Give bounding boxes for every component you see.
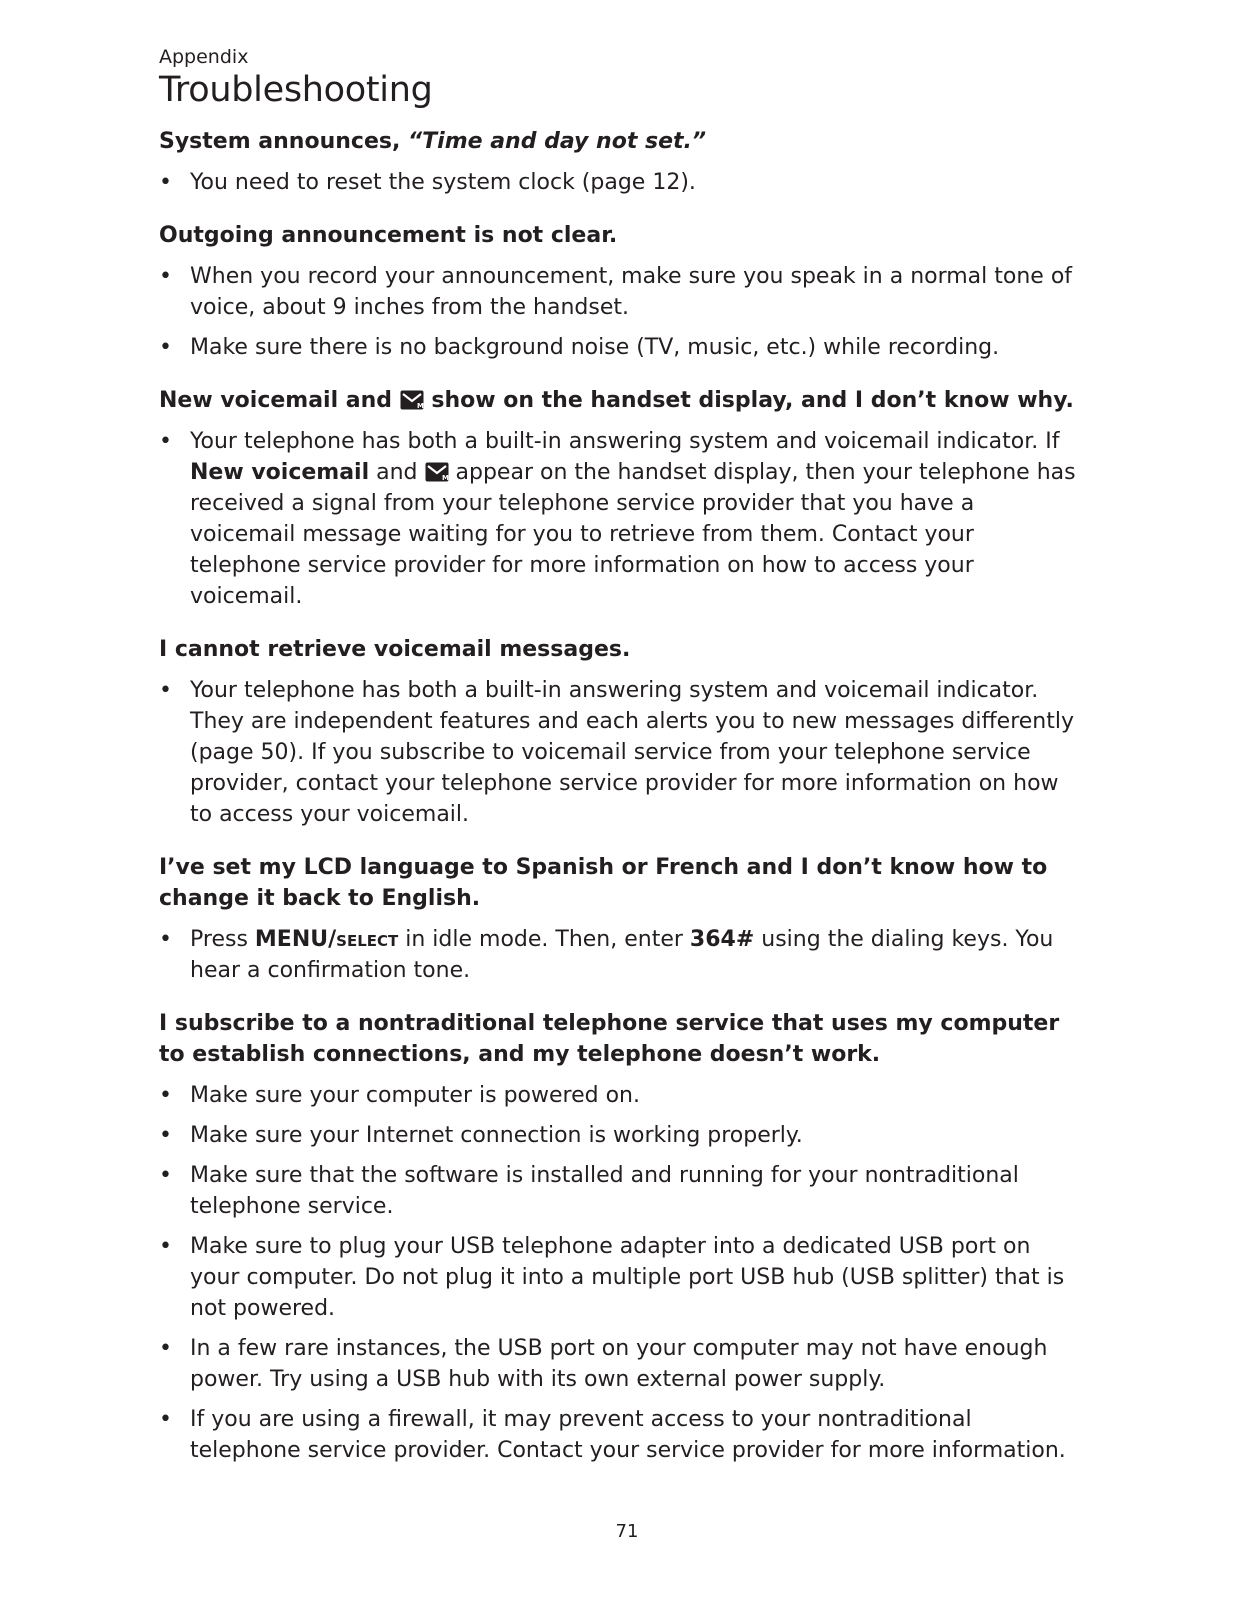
list-item: • Make sure there is no background noise (TV, music, etc.) while recording. [159, 332, 1079, 363]
list-item: • In a few rare instances, the USB port on your computer may not have enough power. Try using a USB hub with its own external power supply. [159, 1333, 1079, 1395]
question-text: System announces, [159, 129, 408, 154]
faq-question: I cannot retrieve voicemail messages. [159, 637, 631, 662]
faq-question: I subscribe to a nontraditional telephone service that uses my computer to establish connections, and my telephone doesn’t work. [159, 1011, 1060, 1067]
answer-text: Your telephone has both a built-in answering system and voicemail indicator. If [190, 429, 1060, 454]
key-label: MENU/ [254, 927, 337, 952]
faq-question: I’ve set my LCD language to Spanish or French and I don’t know how to change it back to English. [159, 855, 1048, 911]
list-item [159, 924, 1079, 986]
list-item: • Make sure that the software is installed and running for your nontraditional telephone service. [159, 1160, 1079, 1222]
answer-list [159, 675, 1079, 830]
faq-time-day-not-set [159, 126, 1079, 198]
question-text: New voicemail and [159, 388, 400, 413]
svg-text:M: M [441, 474, 449, 482]
faq-lcd-language [159, 852, 1079, 986]
answer-list [159, 924, 1079, 986]
answer-text: appear on the handset display, then your telephone has received a signal from your telephone service provider that you have a voicemail message waiting for you to retrieve from them. Contact your telephone service provider for more information on how to access your voicemail. [190, 460, 1076, 609]
list-item: • Your telephone has both a built-in answering system and voicemail indicator. They are independent features and each alerts you to new messages differently (page 50). If you subscribe to voicemail service from your telephone service provider, contact your telephone service provider for more information on how to access your voicemail. [159, 675, 1079, 830]
answer-list [159, 426, 1079, 612]
faq-nontraditional-service [159, 1008, 1079, 1466]
page-content [159, 44, 1079, 1488]
faq-announcement-not-clear [159, 220, 1079, 363]
section-label: Appendix [159, 46, 249, 68]
question-text: show on the handset display, and I don’t know why. [423, 388, 1074, 413]
answer-text: and [369, 460, 425, 485]
key-code: 364# [689, 927, 755, 952]
envelope-icon [400, 390, 424, 410]
list-item: • Make sure your Internet connection is working properly. [159, 1120, 1079, 1151]
svg-text:M: M [416, 402, 424, 410]
answer-text: Press [190, 927, 255, 952]
list-item [159, 426, 1079, 612]
faq-question: Outgoing announcement is not clear. [159, 223, 618, 248]
faq-question [159, 126, 1079, 157]
faq-cannot-retrieve-voicemail [159, 634, 1079, 830]
page-number: 71 [615, 1521, 639, 1542]
answer-bold-text: New voicemail [190, 460, 370, 485]
list-item: • If you are using a firewall, it may prevent access to your nontraditional telephone service provider. Contact your service provider for more information. [159, 1404, 1079, 1466]
faq-question [159, 385, 1079, 416]
answer-text: in idle mode. Then, enter [398, 927, 690, 952]
page-title: Troubleshooting [159, 70, 433, 110]
answer-list [159, 261, 1079, 363]
envelope-icon [425, 462, 449, 482]
answer-list [159, 1080, 1079, 1466]
answer-list [159, 167, 1079, 198]
key-label-smallcaps: select [336, 927, 399, 952]
answer-text: using the dialing keys. You hear a confirmation tone. [190, 927, 1054, 983]
list-item: • You need to reset the system clock (page 12). [159, 167, 1079, 198]
list-item: • Make sure to plug your USB telephone adapter into a dedicated USB port on your computer. Do not plug it into a multiple port USB hub (USB splitter) that is not powered. [159, 1231, 1079, 1324]
question-italic-text: “Time and day not set.” [407, 129, 707, 154]
faq-new-voicemail [159, 385, 1079, 612]
list-item: • When you record your announcement, make sure you speak in a normal tone of voice, about 9 inches from the handset. [159, 261, 1079, 323]
list-item: • Make sure your computer is powered on. [159, 1080, 1079, 1111]
